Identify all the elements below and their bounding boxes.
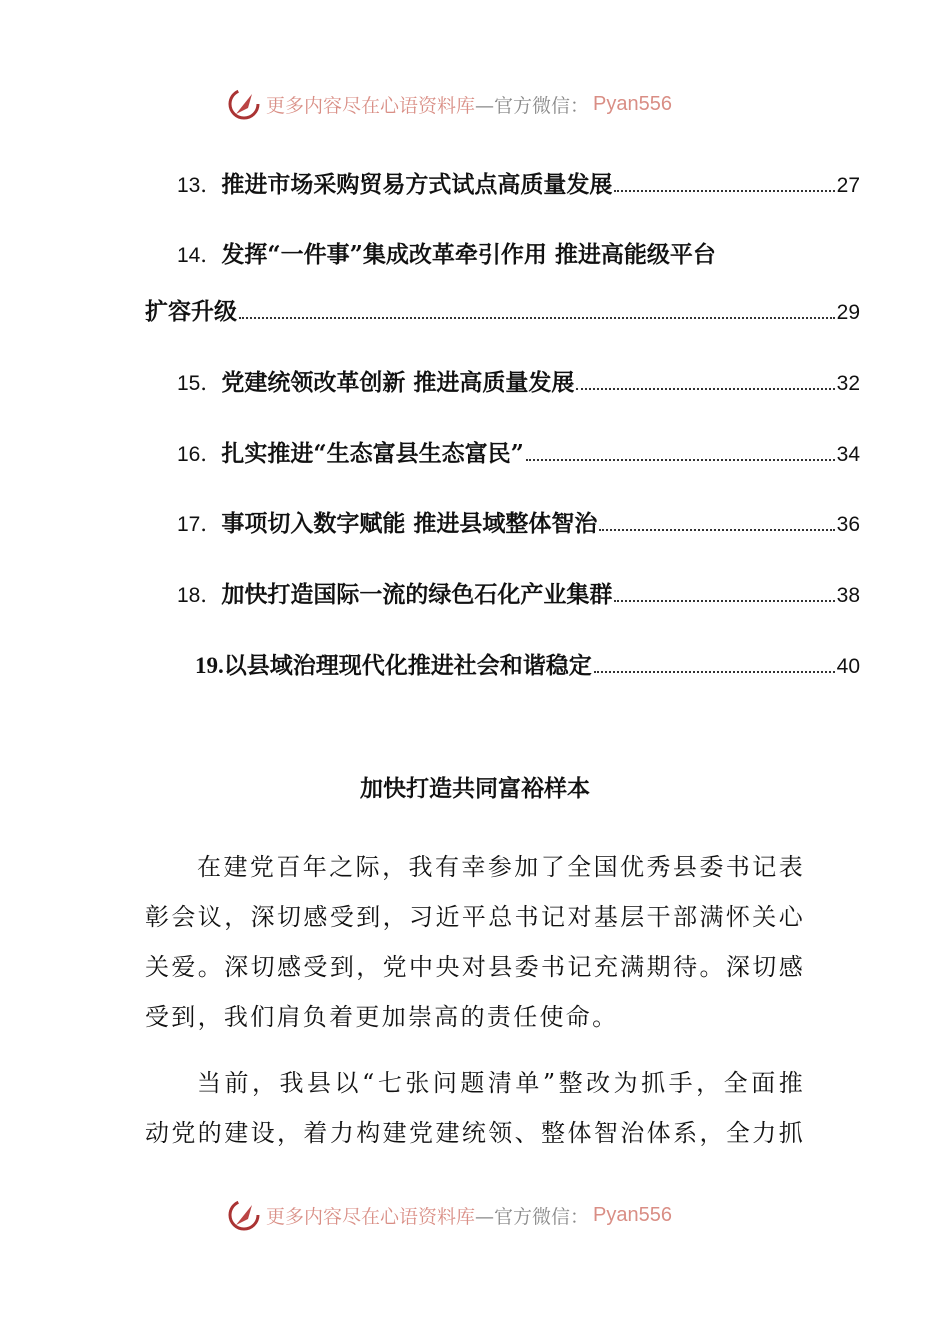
quill-logo-icon xyxy=(226,1197,262,1233)
paragraph-line: 在建党百年之际，我有幸参加了全国优秀县委书记表 xyxy=(197,853,805,881)
watermark-dash: —官方微信： xyxy=(475,1205,590,1228)
watermark-dash: —官方微信： xyxy=(475,94,590,117)
toc-entry-17[interactable]: 17． 事项切入数字赋能 推进县域整体智治 36 xyxy=(177,510,860,537)
toc-entry-15[interactable]: 15． 党建统领改革创新 推进高质量发展 32 xyxy=(177,369,860,396)
toc-entry-19[interactable]: 19. 以县域治理现代化推进社会和谐稳定 40 xyxy=(195,652,860,679)
toc-entry-18[interactable]: 18． 加快打造国际一流的绿色石化产业集群 38 xyxy=(177,581,860,608)
paragraph-line: 关爱。深切感受到，党中央对县委书记充满期待。深切感 xyxy=(145,953,805,981)
toc-entry-14[interactable]: 14． 发挥“一件事”集成改革牵引作用 推进高能级平台 xyxy=(177,241,716,268)
toc-entry-14-cont[interactable]: 扩容升级 29 xyxy=(145,298,860,325)
watermark-text: 更多内容尽在心语资料库 xyxy=(266,1205,476,1228)
watermark-text: 更多内容尽在心语资料库 xyxy=(266,94,476,117)
watermark-id: Pyan556 xyxy=(593,1203,672,1226)
article-title: 加快打造共同富裕样本 xyxy=(360,775,590,802)
paragraph-line: 彰会议，深切感受到，习近平总书记对基层干部满怀关心 xyxy=(145,903,805,931)
quill-logo-icon xyxy=(226,86,262,122)
watermark-footer xyxy=(226,1195,672,1235)
paragraph-line: 当前，我县以“七张问题清单”整改为抓手，全面推 xyxy=(197,1069,805,1097)
toc-entry-13[interactable]: 13． 推进市场采购贸易方式试点高质量发展 27 xyxy=(177,171,860,198)
paragraph-line: 受到，我们肩负着更加崇高的责任使命。 xyxy=(145,1003,619,1031)
paragraph-line: 动党的建设，着力构建党建统领、整体智治体系，全力抓 xyxy=(145,1119,805,1147)
watermark-id: Pyan556 xyxy=(593,92,672,115)
watermark-header xyxy=(226,84,672,124)
toc-entry-16[interactable]: 16． 扎实推进“生态富县生态富民” 34 xyxy=(177,440,860,467)
